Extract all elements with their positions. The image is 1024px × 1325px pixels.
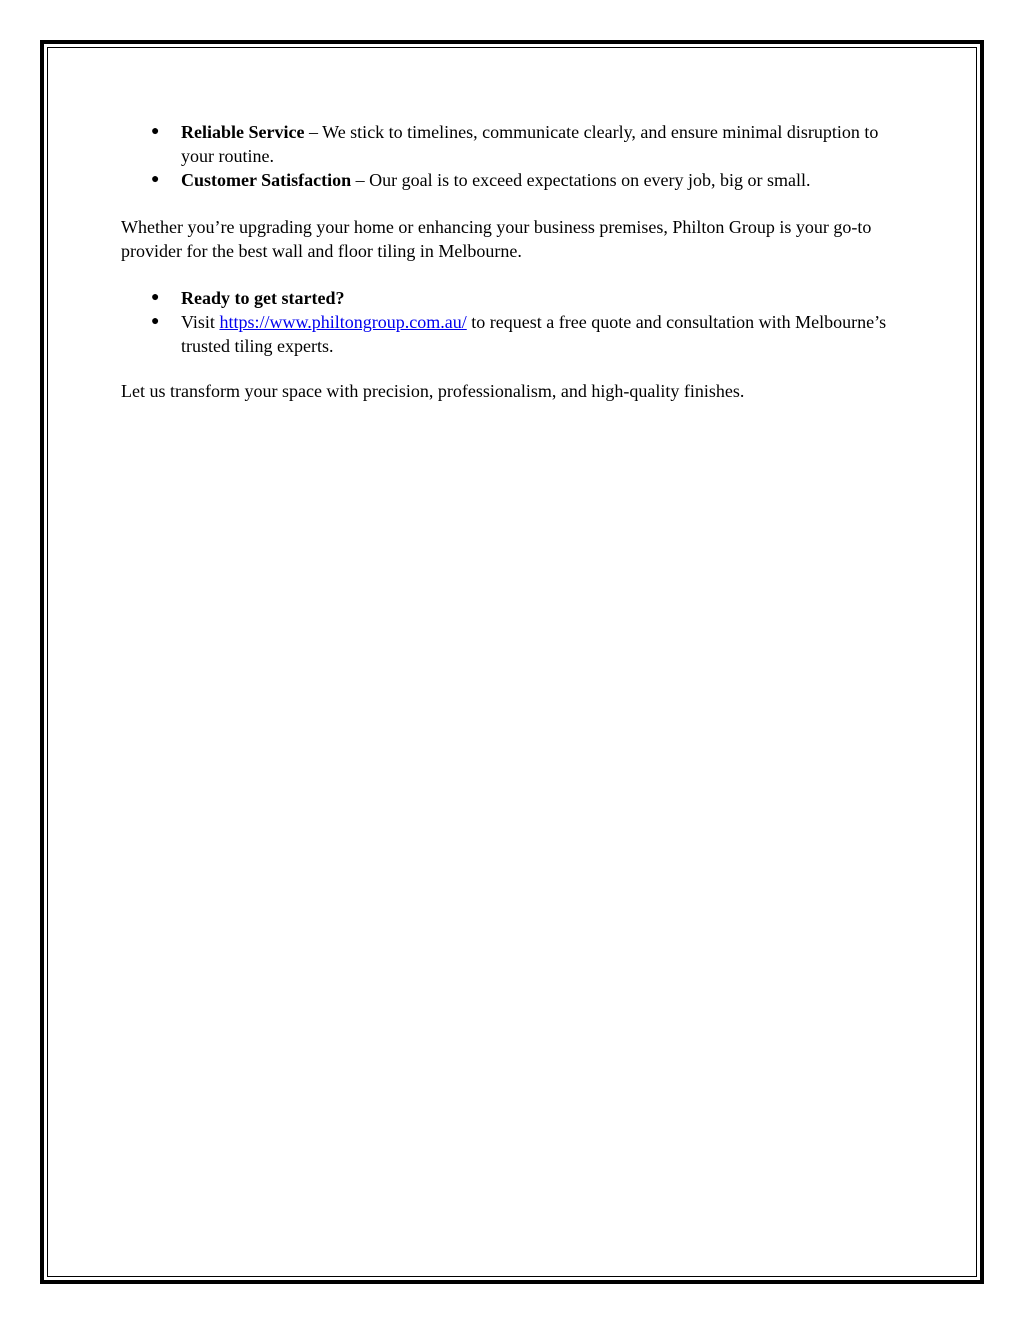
- feature-text: – Our goal is to exceed expectations on every job, big or small.: [351, 170, 811, 190]
- document-body: [121, 120, 901, 403]
- features-list: [121, 120, 901, 192]
- summary-paragraph: Whether you’re upgrading your home or enhancing your business premises, Philton Group is your go-to provider for the best wall and floor tiling in Melbourne.: [121, 217, 872, 261]
- closing-paragraph: Let us transform your space with precision, professionalism, and high-quality finishes.: [121, 381, 745, 401]
- list-item: [121, 168, 901, 192]
- feature-text: – We stick to timelines, communicate clearly, and ensure minimal disruption to your routine.: [181, 122, 879, 166]
- list-item: [121, 120, 901, 168]
- list-item: [121, 286, 901, 310]
- visit-suffix: to request a free quote and consultation with Melbourne’s trusted tiling experts.: [181, 312, 887, 356]
- cta-list: [121, 286, 901, 358]
- bullet-icon: ●: [151, 124, 160, 139]
- visit-prefix: Visit: [181, 312, 220, 332]
- bullet-icon: ●: [151, 290, 160, 305]
- website-link[interactable]: https://www.philtongroup.com.au/: [219, 312, 467, 332]
- bullet-icon: ●: [151, 172, 160, 187]
- feature-title: Customer Satisfaction: [181, 170, 352, 190]
- bullet-icon: ●: [151, 314, 160, 329]
- list-item: [121, 310, 901, 358]
- feature-title: Reliable Service: [181, 122, 305, 142]
- cta-heading: Ready to get started?: [181, 288, 345, 308]
